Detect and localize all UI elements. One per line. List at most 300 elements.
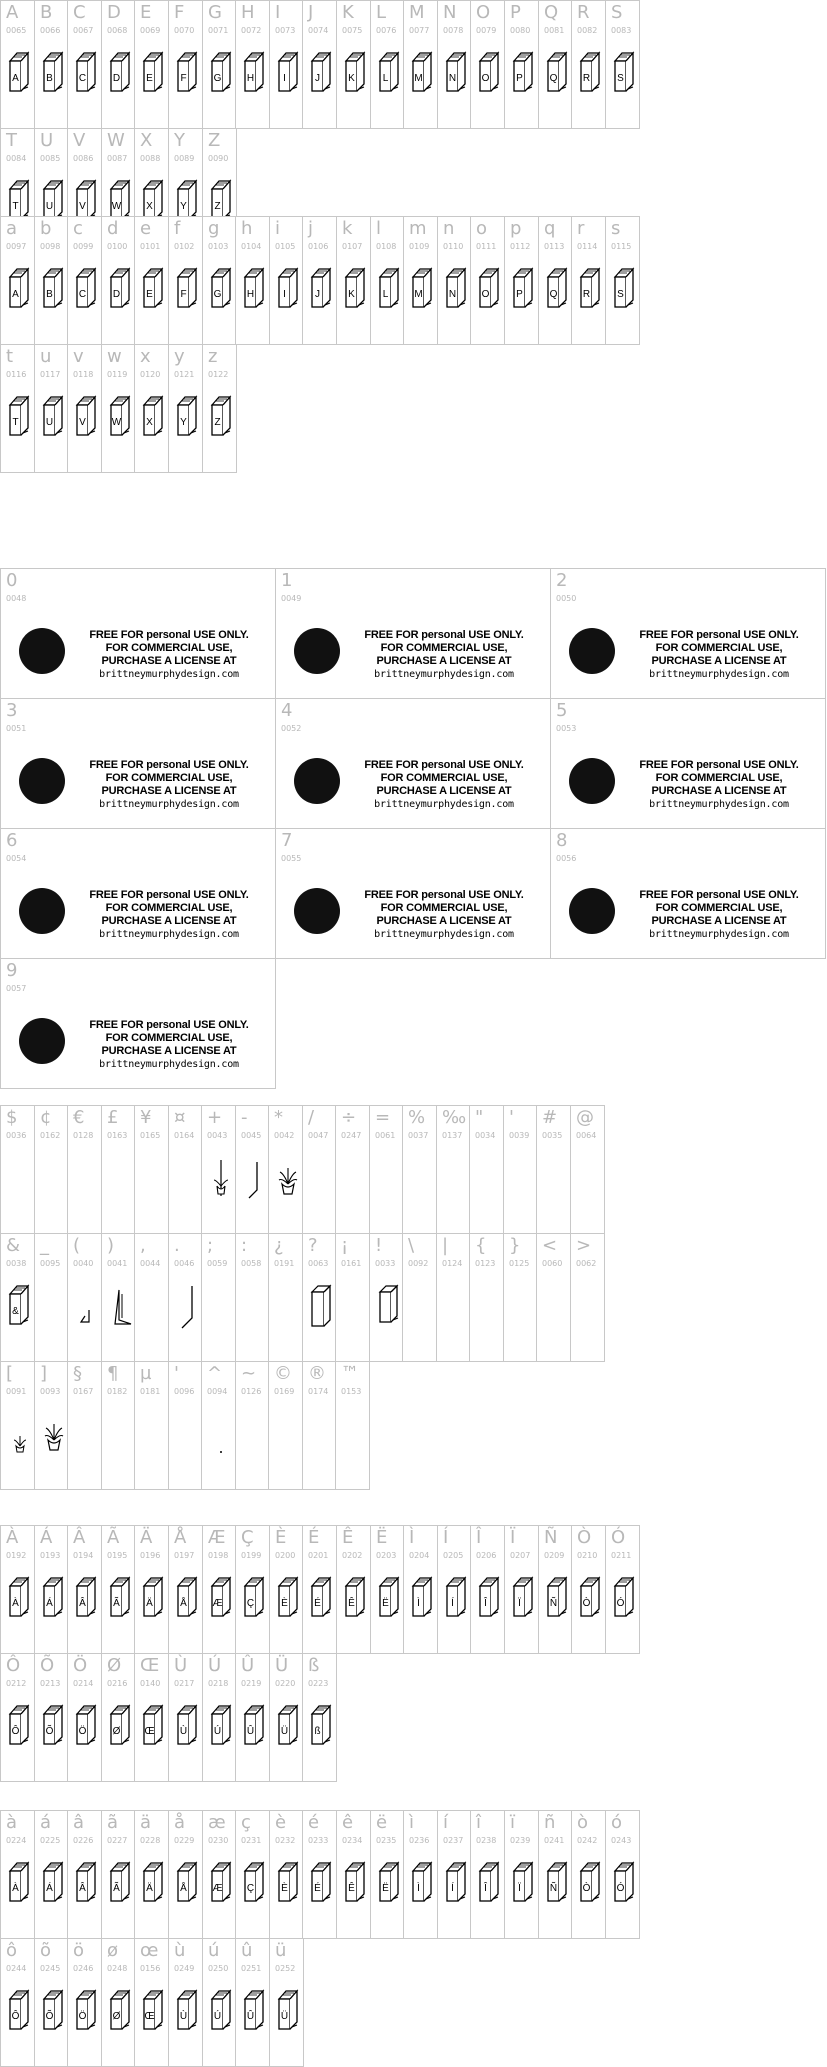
glyph-cell[interactable] [536,1233,571,1362]
glyph-letter: U [45,417,54,428]
glyph-code: 0248 [107,1964,128,1973]
numeral-cell[interactable] [0,568,276,699]
glyph-cell[interactable] [268,1105,303,1234]
glyph-cell[interactable] [605,1525,640,1654]
license-text [619,889,819,941]
glyph-cell[interactable] [235,1361,270,1490]
glyph-cell[interactable] [403,1525,438,1654]
glyph-preview [277,1861,299,1905]
license-url: brittneymurphydesign.com [374,799,514,810]
license-line3: PURCHASE A LICENSE AT [376,785,512,797]
glyph-preview [210,1576,232,1620]
glyph-cell[interactable] [235,0,270,129]
glyph-cell[interactable] [202,216,237,345]
glyph-cell[interactable] [336,216,371,345]
glyph-char: ; [207,1235,214,1256]
glyph-cell[interactable] [437,0,472,129]
glyph-code: 0060 [542,1259,563,1268]
glyph-cell[interactable] [335,1233,370,1362]
glyph-cell[interactable] [302,216,337,345]
glyph-char: à [6,1812,18,1833]
glyph-cell[interactable] [605,0,640,129]
glyph-code: 0198 [208,1551,229,1560]
glyph-cell[interactable] [101,216,136,345]
glyph-cell[interactable] [202,1938,237,2067]
glyph-char: ¶ [107,1363,119,1384]
glyph-code: 0079 [476,26,497,35]
glyph-letter: S [617,73,624,84]
glyph-cell[interactable] [469,1233,504,1362]
glyph-char: Q [544,2,559,23]
glyph-preview [42,395,64,439]
numeral-cell[interactable] [275,698,551,829]
glyph-cell[interactable] [0,344,35,473]
glyph-cell[interactable] [235,1653,270,1782]
glyph-cell[interactable] [67,344,102,473]
glyph-cell[interactable] [134,1525,169,1654]
license-text [619,759,819,811]
glyph-code: 0091 [6,1387,27,1396]
glyph-cell[interactable] [101,1361,136,1490]
glyph-cell[interactable] [34,1233,69,1362]
numeral-cell[interactable] [0,698,276,829]
license-url: brittneymurphydesign.com [649,799,789,810]
glyph-char: T [6,130,17,151]
glyph-char: K [342,2,354,23]
glyph-cell[interactable] [570,1105,605,1234]
glyph-code: 0099 [73,242,94,251]
glyph-cell[interactable] [101,0,136,129]
glyph-cell[interactable] [0,1938,35,2067]
glyph-cell[interactable] [168,1233,203,1362]
glyph-cell[interactable] [67,0,102,129]
glyph-cell[interactable] [134,1233,169,1362]
glyph-preview [75,1861,97,1905]
glyph-preview [445,1861,467,1905]
glyph-char: ò [577,1812,589,1833]
glyph-preview [310,51,332,95]
glyph-cell[interactable] [538,0,573,129]
glyph-cell[interactable] [101,1938,136,2067]
glyph-cell[interactable] [403,0,438,129]
glyph-cell[interactable] [235,1938,270,2067]
glyph-cell[interactable] [370,1810,405,1939]
glyph-cell[interactable] [67,1653,102,1782]
glyph-cell[interactable] [503,1105,538,1234]
glyph-char: / [308,1107,315,1128]
glyph-cell[interactable] [336,1525,371,1654]
glyph-cell[interactable] [34,1361,69,1490]
glyph-cell[interactable] [470,1525,505,1654]
glyph-cell[interactable] [235,1525,270,1654]
glyph-cell[interactable] [437,1810,472,1939]
glyph-cell[interactable] [201,1233,236,1362]
license-line2: FOR COMMERCIAL USE, [380,772,508,784]
glyph-char: j [308,218,314,239]
numeral-cell[interactable] [0,828,276,959]
glyph-cell[interactable] [134,344,169,473]
glyph-cell[interactable] [134,1653,169,1782]
glyph-cell[interactable] [469,1105,504,1234]
glyph-code: 0192 [6,1551,27,1560]
glyph-char: d [107,218,119,239]
glyph-letter: Ê [348,1883,355,1894]
glyph-preview [209,1156,233,1200]
glyph-cell[interactable] [168,1810,203,1939]
glyph-cell[interactable] [0,1105,35,1234]
glyph-cell[interactable] [168,1525,203,1654]
glyph-char: ï [510,1812,516,1833]
glyph-cell[interactable] [269,1938,304,2067]
glyph-preview [42,1989,64,2033]
glyph-cell[interactable] [201,1105,236,1234]
glyph-cell[interactable] [302,1653,337,1782]
glyph-cell[interactable] [134,1810,169,1939]
glyph-cell[interactable] [402,1105,437,1234]
glyph-cell[interactable] [0,1361,35,1490]
glyph-cell[interactable] [67,1233,102,1362]
glyph-cell[interactable] [134,1105,169,1234]
glyph-cell[interactable] [571,0,606,129]
glyph-letter: D [112,73,121,84]
glyph-cell[interactable] [235,1810,270,1939]
glyph-char: Ñ [544,1527,558,1548]
numeral-cell[interactable] [550,568,826,699]
glyph-char: ë [376,1812,388,1833]
glyph-cell[interactable] [235,1105,270,1234]
glyph-code: 0049 [281,594,302,603]
glyph-char: Õ [40,1655,55,1676]
glyph-cell[interactable] [605,1810,640,1939]
glyph-cell[interactable] [437,216,472,345]
glyph-cell[interactable] [201,1361,236,1490]
glyph-cell[interactable] [235,1233,270,1362]
glyph-cell[interactable] [168,0,203,129]
glyph-cell[interactable] [571,216,606,345]
numeral-cell[interactable] [550,828,826,959]
glyph-cell[interactable] [34,1938,69,2067]
license-line1: FREE FOR personal USE ONLY. [639,889,799,901]
glyph-preview [277,1576,299,1620]
glyph-code: 0156 [140,1964,161,1973]
glyph-cell[interactable] [34,1525,69,1654]
glyph-code: 0209 [544,1551,565,1560]
glyph-cell[interactable] [369,1105,404,1234]
glyph-code: 0137 [442,1131,463,1140]
glyph-letter: Œ [144,2011,155,2022]
glyph-cell[interactable] [202,1525,237,1654]
glyph-code: 0113 [544,242,565,251]
glyph-cell[interactable] [503,1233,538,1362]
glyph-preview [512,1576,534,1620]
glyph-letter: Á [46,1883,53,1894]
glyph-code: 0033 [375,1259,396,1268]
license-line3: PURCHASE A LICENSE AT [101,915,237,927]
glyph-cell[interactable] [202,1810,237,1939]
glyph-cell[interactable] [134,1361,169,1490]
glyph-letter: Ò [582,1598,591,1609]
glyph-cell[interactable] [538,1810,573,1939]
glyph-cell[interactable] [67,1105,102,1234]
glyph-cell[interactable] [302,1525,337,1654]
glyph-cell[interactable] [101,1653,136,1782]
glyph-code: 0196 [140,1551,161,1560]
glyph-cell[interactable] [134,0,169,129]
license-text [344,629,544,681]
glyph-cell[interactable] [538,216,573,345]
glyph-cell[interactable] [34,1810,69,1939]
numeral-cell[interactable] [275,828,551,959]
glyph-preview [109,1704,131,1748]
glyph-cell[interactable] [34,0,69,129]
glyph-code: 0083 [611,26,632,35]
glyph-cell[interactable] [269,216,304,345]
glyph-cell[interactable] [268,1361,303,1490]
glyph-cell[interactable] [369,1233,404,1362]
glyph-preview [75,1989,97,2033]
glyph-cell[interactable] [370,1525,405,1654]
glyph-cell[interactable] [335,1105,370,1234]
glyph-code: 0063 [308,1259,329,1268]
glyph-code: 0039 [509,1131,530,1140]
glyph-char: ì [409,1812,415,1833]
glyph-cell[interactable] [268,1233,303,1362]
glyph-cell[interactable] [235,216,270,345]
glyph-cell[interactable] [436,1233,471,1362]
glyph-cell[interactable] [168,1938,203,2067]
glyph-cell[interactable] [34,216,69,345]
glyph-code: 0098 [40,242,61,251]
glyph-cell[interactable] [437,1525,472,1654]
glyph-cell[interactable] [202,1653,237,1782]
glyph-cell[interactable] [335,1361,370,1490]
glyph-cell[interactable] [504,1525,539,1654]
glyph-preview [512,51,534,95]
brand-logo-icon [19,1018,65,1064]
glyph-cell[interactable] [67,1810,102,1939]
glyph-char: 5 [556,700,568,721]
glyph-char: ! [375,1235,383,1256]
glyph-cell[interactable] [67,1525,102,1654]
glyph-char: 4 [281,700,293,721]
glyph-char: g [208,218,220,239]
glyph-char: Â [73,1527,86,1548]
numeral-cell[interactable] [275,568,551,699]
glyph-letter: N [448,289,457,300]
glyph-char: £ [107,1107,119,1128]
glyph-cell[interactable] [403,1810,438,1939]
glyph-char: 9 [6,960,18,981]
glyph-cell[interactable] [168,344,203,473]
glyph-cell[interactable] [101,1105,136,1234]
license-line1: FREE FOR personal USE ONLY. [364,759,524,771]
glyph-code: 0118 [73,370,94,379]
glyph-cell[interactable] [403,216,438,345]
glyph-char: Å [174,1527,187,1548]
glyph-char: Ú [208,1655,222,1676]
glyph-char: $ [6,1107,18,1128]
glyph-cell[interactable] [504,1810,539,1939]
license-text [69,629,269,681]
glyph-code: 0071 [208,26,229,35]
glyph-cell[interactable] [536,1105,571,1234]
glyph-cell[interactable] [0,1653,35,1782]
glyph-letter: O [481,289,490,300]
license-url: brittneymurphydesign.com [99,799,239,810]
glyph-preview [8,395,30,439]
glyph-cell[interactable] [0,1810,35,1939]
glyph-cell[interactable] [202,0,237,129]
glyph-cell[interactable] [538,1525,573,1654]
glyph-cell[interactable] [0,216,35,345]
glyph-cell[interactable] [269,1525,304,1654]
numeral-cell[interactable] [0,958,276,1089]
glyph-code: 0195 [107,1551,128,1560]
glyph-char: c [73,218,83,239]
glyph-cell[interactable] [269,1810,304,1939]
glyph-letter: Z [214,417,221,428]
glyph-cell[interactable] [470,0,505,129]
glyph-char: Æ [208,1527,226,1548]
glyph-letter: O [481,73,490,84]
glyph-letter: Í [451,1883,454,1894]
glyph-code: 0059 [207,1259,228,1268]
glyph-char: ø [107,1940,119,1961]
glyph-cell[interactable] [134,1938,169,2067]
glyph-cell[interactable] [470,1810,505,1939]
glyph-cell[interactable] [571,1810,606,1939]
glyph-letter: Ü [280,2011,289,2022]
glyph-code: 0096 [174,1387,195,1396]
glyph-cell[interactable] [605,216,640,345]
glyph-cell[interactable] [34,344,69,473]
glyph-code: 0074 [308,26,329,35]
glyph-cell[interactable] [470,216,505,345]
license-url: brittneymurphydesign.com [99,929,239,940]
glyph-cell[interactable] [269,0,304,129]
glyph-code: 0089 [174,154,195,163]
glyph-code: 0097 [6,242,27,251]
glyph-char: © [274,1363,292,1384]
glyph-cell[interactable] [302,1233,337,1362]
glyph-cell[interactable] [134,216,169,345]
glyph-cell[interactable] [168,1361,203,1490]
glyph-char: p [510,218,522,239]
glyph-cell[interactable] [168,1653,203,1782]
glyph-cell[interactable] [436,1105,471,1234]
glyph-cell[interactable] [67,216,102,345]
numeral-cell[interactable] [550,698,826,829]
glyph-code: 0163 [107,1131,128,1140]
glyph-code: 0128 [73,1131,94,1140]
glyph-cell[interactable] [336,0,371,129]
glyph-cell[interactable] [504,0,539,129]
glyph-char: â [73,1812,85,1833]
glyph-cell[interactable] [269,1653,304,1782]
glyph-char: L [376,2,387,23]
glyph-preview [75,1284,99,1328]
glyph-code: 0140 [140,1679,161,1688]
glyph-preview [210,1989,232,2033]
glyph-cell[interactable] [34,1653,69,1782]
glyph-cell[interactable] [402,1233,437,1362]
glyph-char: Y [174,130,185,151]
glyph-cell[interactable] [67,1361,102,1490]
glyph-char: < [542,1235,558,1256]
brand-logo-icon [19,628,65,674]
glyph-cell[interactable] [302,1810,337,1939]
glyph-cell[interactable] [101,1525,136,1654]
glyph-preview [613,1861,635,1905]
glyph-code: 0243 [611,1836,632,1845]
glyph-char: r [577,218,585,239]
glyph-letter: X [146,417,153,428]
glyph-code: 0169 [274,1387,295,1396]
glyph-cell[interactable] [34,1105,69,1234]
glyph-preview [378,1861,400,1905]
glyph-cell[interactable] [0,1233,35,1362]
glyph-code: 0051 [6,724,27,733]
glyph-letter: Ì [417,1598,420,1609]
glyph-cell[interactable] [570,1233,605,1362]
glyph-char: > [576,1235,592,1256]
glyph-cell[interactable] [370,0,405,129]
glyph-preview [310,1704,332,1748]
license-banner [11,605,266,693]
glyph-letter: Ø [112,1726,121,1737]
glyph-code: 0247 [341,1131,362,1140]
glyph-cell[interactable] [0,0,35,129]
glyph-char: } [509,1235,521,1256]
glyph-cell[interactable] [302,1361,337,1490]
glyph-cell[interactable] [101,344,136,473]
glyph-cell[interactable] [101,1233,136,1362]
glyph-letter: J [315,289,320,300]
glyph-code: 0213 [40,1679,61,1688]
glyph-cell[interactable] [0,1525,35,1654]
glyph-cell[interactable] [302,0,337,129]
glyph-cell[interactable] [101,1810,136,1939]
glyph-letter: Y [180,417,187,428]
glyph-preview [579,51,601,95]
glyph-preview [310,1861,332,1905]
glyph-cell[interactable] [504,216,539,345]
glyph-letter: Ê [348,1598,355,1609]
glyph-cell[interactable] [336,1810,371,1939]
glyph-char: Ï [510,1527,516,1548]
glyph-code: 0073 [275,26,296,35]
glyph-cell[interactable] [571,1525,606,1654]
glyph-letter: ß [314,1726,321,1737]
glyph-cell[interactable] [67,1938,102,2067]
glyph-char: l [376,218,382,239]
glyph-cell[interactable] [302,1105,337,1234]
glyph-cell[interactable] [168,1105,203,1234]
glyph-preview [42,1861,64,1905]
glyph-code: 0123 [475,1259,496,1268]
glyph-char: ? [308,1235,318,1256]
glyph-char: 3 [6,700,18,721]
glyph-cell[interactable] [370,216,405,345]
glyph-char: 1 [281,570,293,591]
license-text [69,889,269,941]
glyph-char: ' [509,1107,514,1128]
glyph-char: É [308,1527,320,1548]
glyph-char: H [241,2,255,23]
glyph-cell[interactable] [168,216,203,345]
glyph-code: 0126 [241,1387,262,1396]
glyph-cell[interactable] [202,344,237,473]
